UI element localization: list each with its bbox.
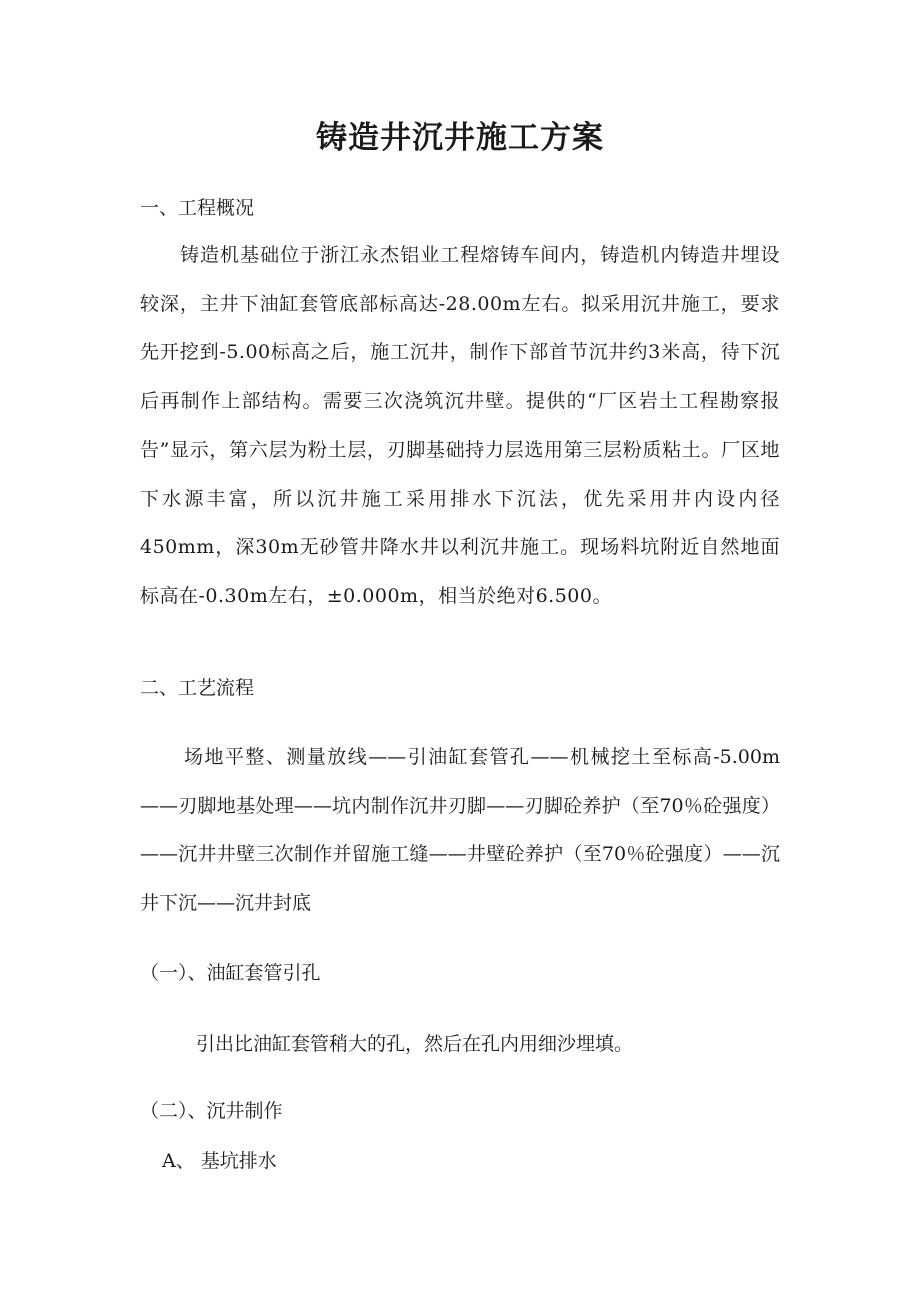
section-heading-overview: 一、工程概况 bbox=[140, 197, 255, 219]
casing-hole-paragraph: 引出比油缸套管稍大的孔，然后在孔内用细沙埋填。 bbox=[196, 1033, 634, 1055]
subsection-heading-casing-hole: （一）、油缸套管引孔 bbox=[140, 962, 321, 984]
process-flow-paragraph: 场地平整、测量放线——引油缸套管孔——机械挖土至标高-5.00m——刃脚地基处理——坑内制作沉井刃脚——刃脚砼养护（至70％砼强度）——沉井井壁三次制作并留施工缝——井壁砼养护（至70％砼强度）——沉井下沉——沉井封底 bbox=[140, 746, 780, 915]
page-title: 铸造井沉井施工方案 bbox=[316, 120, 604, 156]
section-heading-process: 二、工艺流程 bbox=[140, 677, 255, 699]
item-a-pit-drainage: A、 基坑排水 bbox=[162, 1150, 277, 1172]
subsection-heading-caisson-fabrication: （二）、沉井制作 bbox=[140, 1100, 283, 1122]
overview-paragraph: 铸造机基础位于浙江永杰铝业工程熔铸车间内，铸造机内铸造井埋设较深，主井下油缸套管底部标高达-28.00m左右。拟采用沉井施工，要求先开挖到-5.00标高之后，施工沉井，制作下部首节沉井约3米高，待下沉后再制作上部结构。需要三次浇筑沉井壁。提供的“厂区岩土工程勘察报告”显示，第六层为粉土层，刃脚基础持力层选用第三层粉质粘土。厂区地下水源丰富，所以沉井施工采用排水下沉法，优先采用井内设内径450mm，深30m无砂管井降水井以利沉井施工。现场料坑附近自然地面标高在-0.30m左右，±0.000m，相当於绝对6.500。 bbox=[140, 244, 780, 607]
